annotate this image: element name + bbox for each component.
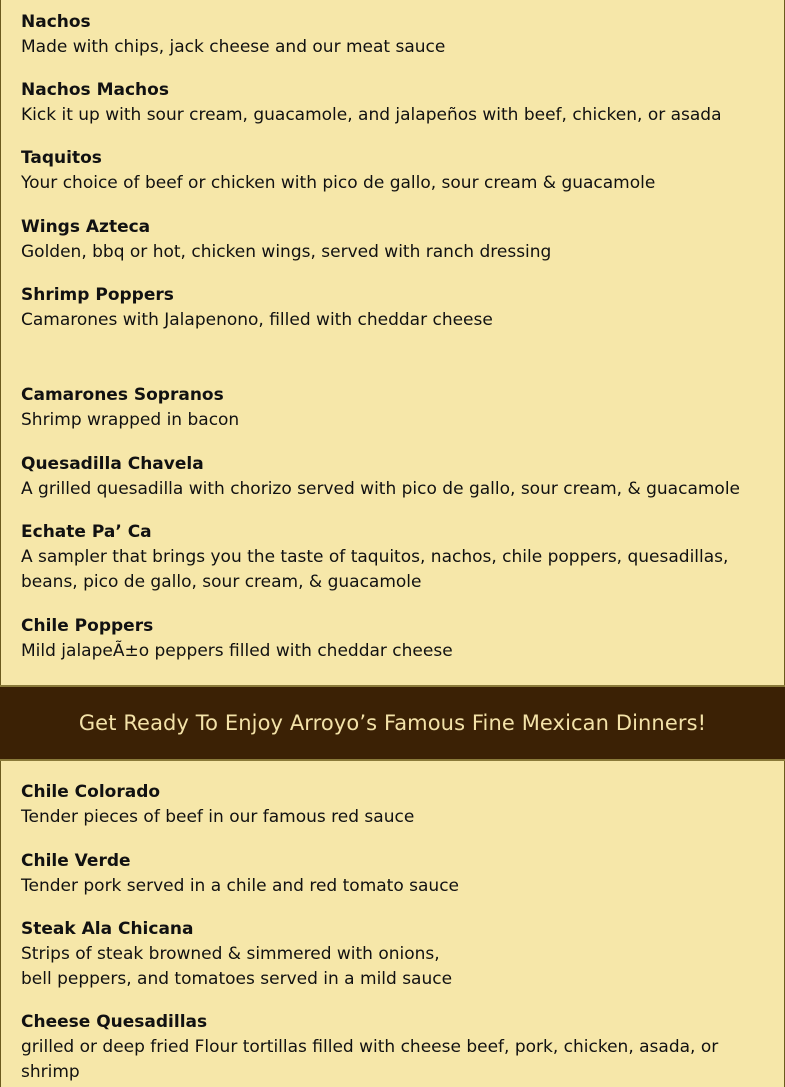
menu-item-nachos <box>21 10 445 60</box>
menu-item-chile-verde <box>21 849 459 899</box>
menu-item-taquitos <box>21 146 655 196</box>
item-description: A sampler that brings you the taste of taquitos, nachos, chile poppers, quesadillas, beans, pico de gallo, sour cream, & guacamole <box>21 547 729 592</box>
item-name: Chile Colorado <box>21 782 161 802</box>
item-description: Mild jalapeÃ±o peppers filled with cheddar cheese <box>21 641 453 661</box>
menu-item-cheese-quesadillas <box>21 1010 741 1085</box>
banner-text: Get Ready To Enjoy Arroyo’s Famous Fine Mexican Dinners! <box>78 711 707 735</box>
item-description: Your choice of beef or chicken with pico de gallo, sour cream & guacamole <box>21 173 656 193</box>
banner-bar <box>0 685 785 761</box>
menu-item-quesadilla-chavela <box>21 452 740 502</box>
item-name: Camarones Sopranos <box>21 385 224 405</box>
menu-item-wings-azteca <box>21 215 551 265</box>
item-name: Cheese Quesadillas <box>21 1012 208 1032</box>
dinners-banner <box>0 685 785 761</box>
item-description: Shrimp wrapped in bacon <box>21 410 240 430</box>
item-description: grilled or deep fried Flour tortillas filled with cheese beef, pork, chicken, asada, or shrimp <box>21 1037 719 1082</box>
item-description: Golden, bbq or hot, chicken wings, served with ranch dressing <box>21 242 552 262</box>
item-name: Quesadilla Chavela <box>21 454 204 474</box>
item-name: Steak Ala Chicana <box>21 919 194 939</box>
item-description: A grilled quesadilla with chorizo served with pico de gallo, sour cream, & guacamole <box>21 479 741 499</box>
menu-item-camarones-sopranos <box>21 383 239 433</box>
item-name: Chile Verde <box>21 851 131 871</box>
menu-item-shrimp-poppers <box>21 283 493 333</box>
item-description: Camarones with Jalapenono, filled with cheddar cheese <box>21 310 493 330</box>
item-description: Kick it up with sour cream, guacamole, and jalapeños with beef, chicken, or asada <box>21 105 722 125</box>
item-name: Nachos <box>21 12 91 32</box>
menu-item-chile-colorado <box>21 780 414 830</box>
item-description-line-1: Strips of steak browned & simmered with onions, <box>21 944 440 964</box>
item-description: Tender pieces of beef in our famous red sauce <box>21 807 415 827</box>
item-name: Chile Poppers <box>21 616 154 636</box>
item-name: Shrimp Poppers <box>21 285 174 305</box>
dinners-panel <box>0 761 785 1087</box>
item-description-line-2: bell peppers, and tomatoes served in a mild sauce <box>21 969 453 989</box>
item-name: Nachos Machos <box>21 80 169 100</box>
menu-item-echate-pa-ca <box>21 520 741 595</box>
menu-item-chile-poppers <box>21 614 453 664</box>
item-description: Made with chips, jack cheese and our meat sauce <box>21 37 446 57</box>
item-name: Wings Azteca <box>21 217 151 237</box>
menu-item-nachos-machos <box>21 78 722 128</box>
item-description: Tender pork served in a chile and red tomato sauce <box>21 876 459 896</box>
item-name: Echate Pa’ Ca <box>21 522 152 542</box>
menu-item-steak-ala-chicana <box>21 917 452 992</box>
item-name: Taquitos <box>21 148 102 168</box>
